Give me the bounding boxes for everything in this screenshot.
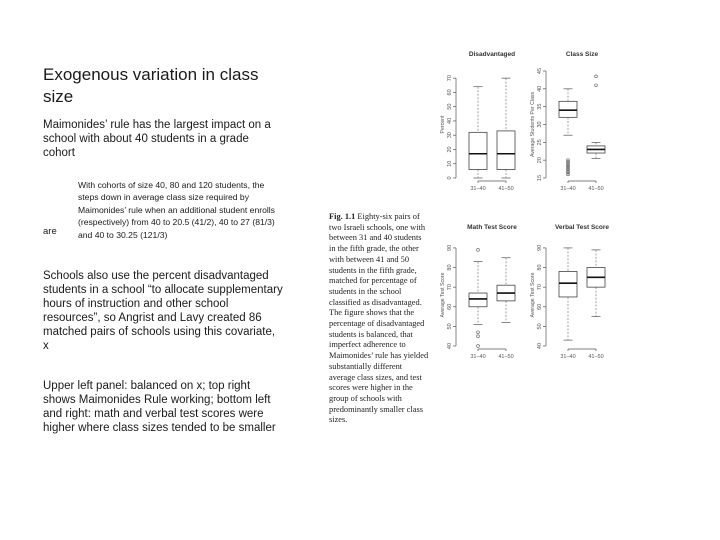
y-axis-label: Percent [440, 115, 446, 134]
y-tick-label: 20 [537, 157, 543, 164]
y-tick-label: 40 [537, 342, 543, 350]
y-tick-label: 80 [447, 264, 453, 271]
y-tick-label: 15 [537, 174, 543, 182]
x-tick-label: 31–40 [560, 186, 576, 192]
y-tick-label: 10 [447, 160, 453, 167]
y-tick-label: 80 [537, 264, 543, 271]
y-tick-label: 20 [447, 146, 453, 153]
y-tick-label: 70 [447, 284, 453, 291]
slide-title: Exogenous variation in class size [43, 65, 259, 106]
y-axis-label: Average Test Score [530, 272, 536, 318]
chart-title: Disadvantaged [468, 51, 516, 58]
chart-title: Math Test Score [467, 224, 517, 231]
y-tick-label: 60 [537, 303, 543, 310]
x-tick-label: 41–50 [588, 186, 604, 192]
panels-text: Upper left panel: balanced on x; top right shows Maimonides Rule working; bottom left and right: math and verbal test scores were higher where class sizes tended to be smaller [43, 380, 276, 434]
box [559, 101, 577, 117]
cohort-text: With cohorts of size 40, 80 and 120 students, the steps down in average class size required by Maimonides’ rule when an additional student enrolls (respectively) from 40 to 20.5 (41/2), 40 to 27 (81/3) and 40 to 30.25 (121/3) [78, 180, 275, 240]
y-tick-label: 60 [447, 89, 453, 96]
outlier-point [567, 159, 570, 162]
x-tick-label: 31–40 [560, 354, 576, 360]
intro-text: Maimonides’ rule has the largest impact on a school with about 40 students in a grade cohort [43, 119, 271, 159]
x-tick-label: 41–50 [498, 354, 514, 360]
x-tick-label: 31–40 [470, 354, 486, 360]
y-tick-label: 25 [537, 139, 543, 146]
y-tick-label: 35 [537, 103, 543, 110]
side-label: are [43, 226, 57, 237]
y-axis-label: Average Students Per Class [530, 91, 536, 158]
chart-class-size [530, 45, 640, 200]
y-axis-label: Average Test Score [440, 272, 446, 318]
chart-verbal-score [530, 218, 640, 368]
y-tick-label: 0 [447, 176, 453, 180]
y-tick-label: 40 [447, 342, 453, 350]
x-tick-label: 41–50 [498, 186, 514, 192]
y-tick-label: 50 [447, 323, 453, 330]
box [469, 293, 487, 307]
outlier-point [477, 248, 480, 251]
x-tick-label: 41–50 [588, 354, 604, 360]
y-tick-label: 60 [447, 303, 453, 310]
y-tick-label: 90 [447, 244, 453, 251]
y-tick-label: 30 [447, 132, 453, 139]
y-tick-label: 40 [447, 117, 453, 124]
chart-title: Verbal Test Score [554, 224, 610, 231]
figure-caption [329, 212, 429, 426]
chart-title: Class Size [565, 51, 599, 58]
x-tick-label: 31–40 [470, 186, 486, 192]
box [559, 271, 577, 297]
schools-text: Schools also use the percent disadvantaged students in a school “to allocate supplementary hours of instruction and other school resources”, so Angrist and Lavy created 86 matched pairs of schools using this covariate, x [43, 270, 283, 352]
box [497, 131, 515, 170]
outlier-point [477, 331, 480, 334]
caption-text: Eighty-six pairs of two Israeli schools, one with between 31 and 40 students in the fifth grade, the other with between 41 and 50 students in the fifth grade, matched for percentage of students in the school classified as disadvantaged. The figure shows that the percentage of disadvantaged students is balanced, that imperfect adherence to Maimonides’ rule has yielded substantially different average class sizes, and test scores were higher in the group of schools with predominantly smaller class sizes. [329, 212, 429, 425]
y-tick-label: 45 [537, 67, 543, 75]
y-tick-label: 90 [537, 244, 543, 251]
y-tick-label: 50 [537, 323, 543, 330]
y-tick-label: 50 [447, 103, 453, 110]
outlier-point [477, 335, 480, 338]
y-tick-label: 70 [447, 75, 453, 82]
outlier-point [595, 75, 598, 78]
y-tick-label: 30 [537, 121, 543, 128]
outlier-point [477, 345, 480, 348]
outlier-point [595, 84, 598, 87]
y-tick-label: 70 [537, 284, 543, 291]
y-tick-label: 40 [537, 85, 543, 92]
caption-label: Fig. 1.1 [329, 212, 356, 221]
box [469, 132, 487, 169]
